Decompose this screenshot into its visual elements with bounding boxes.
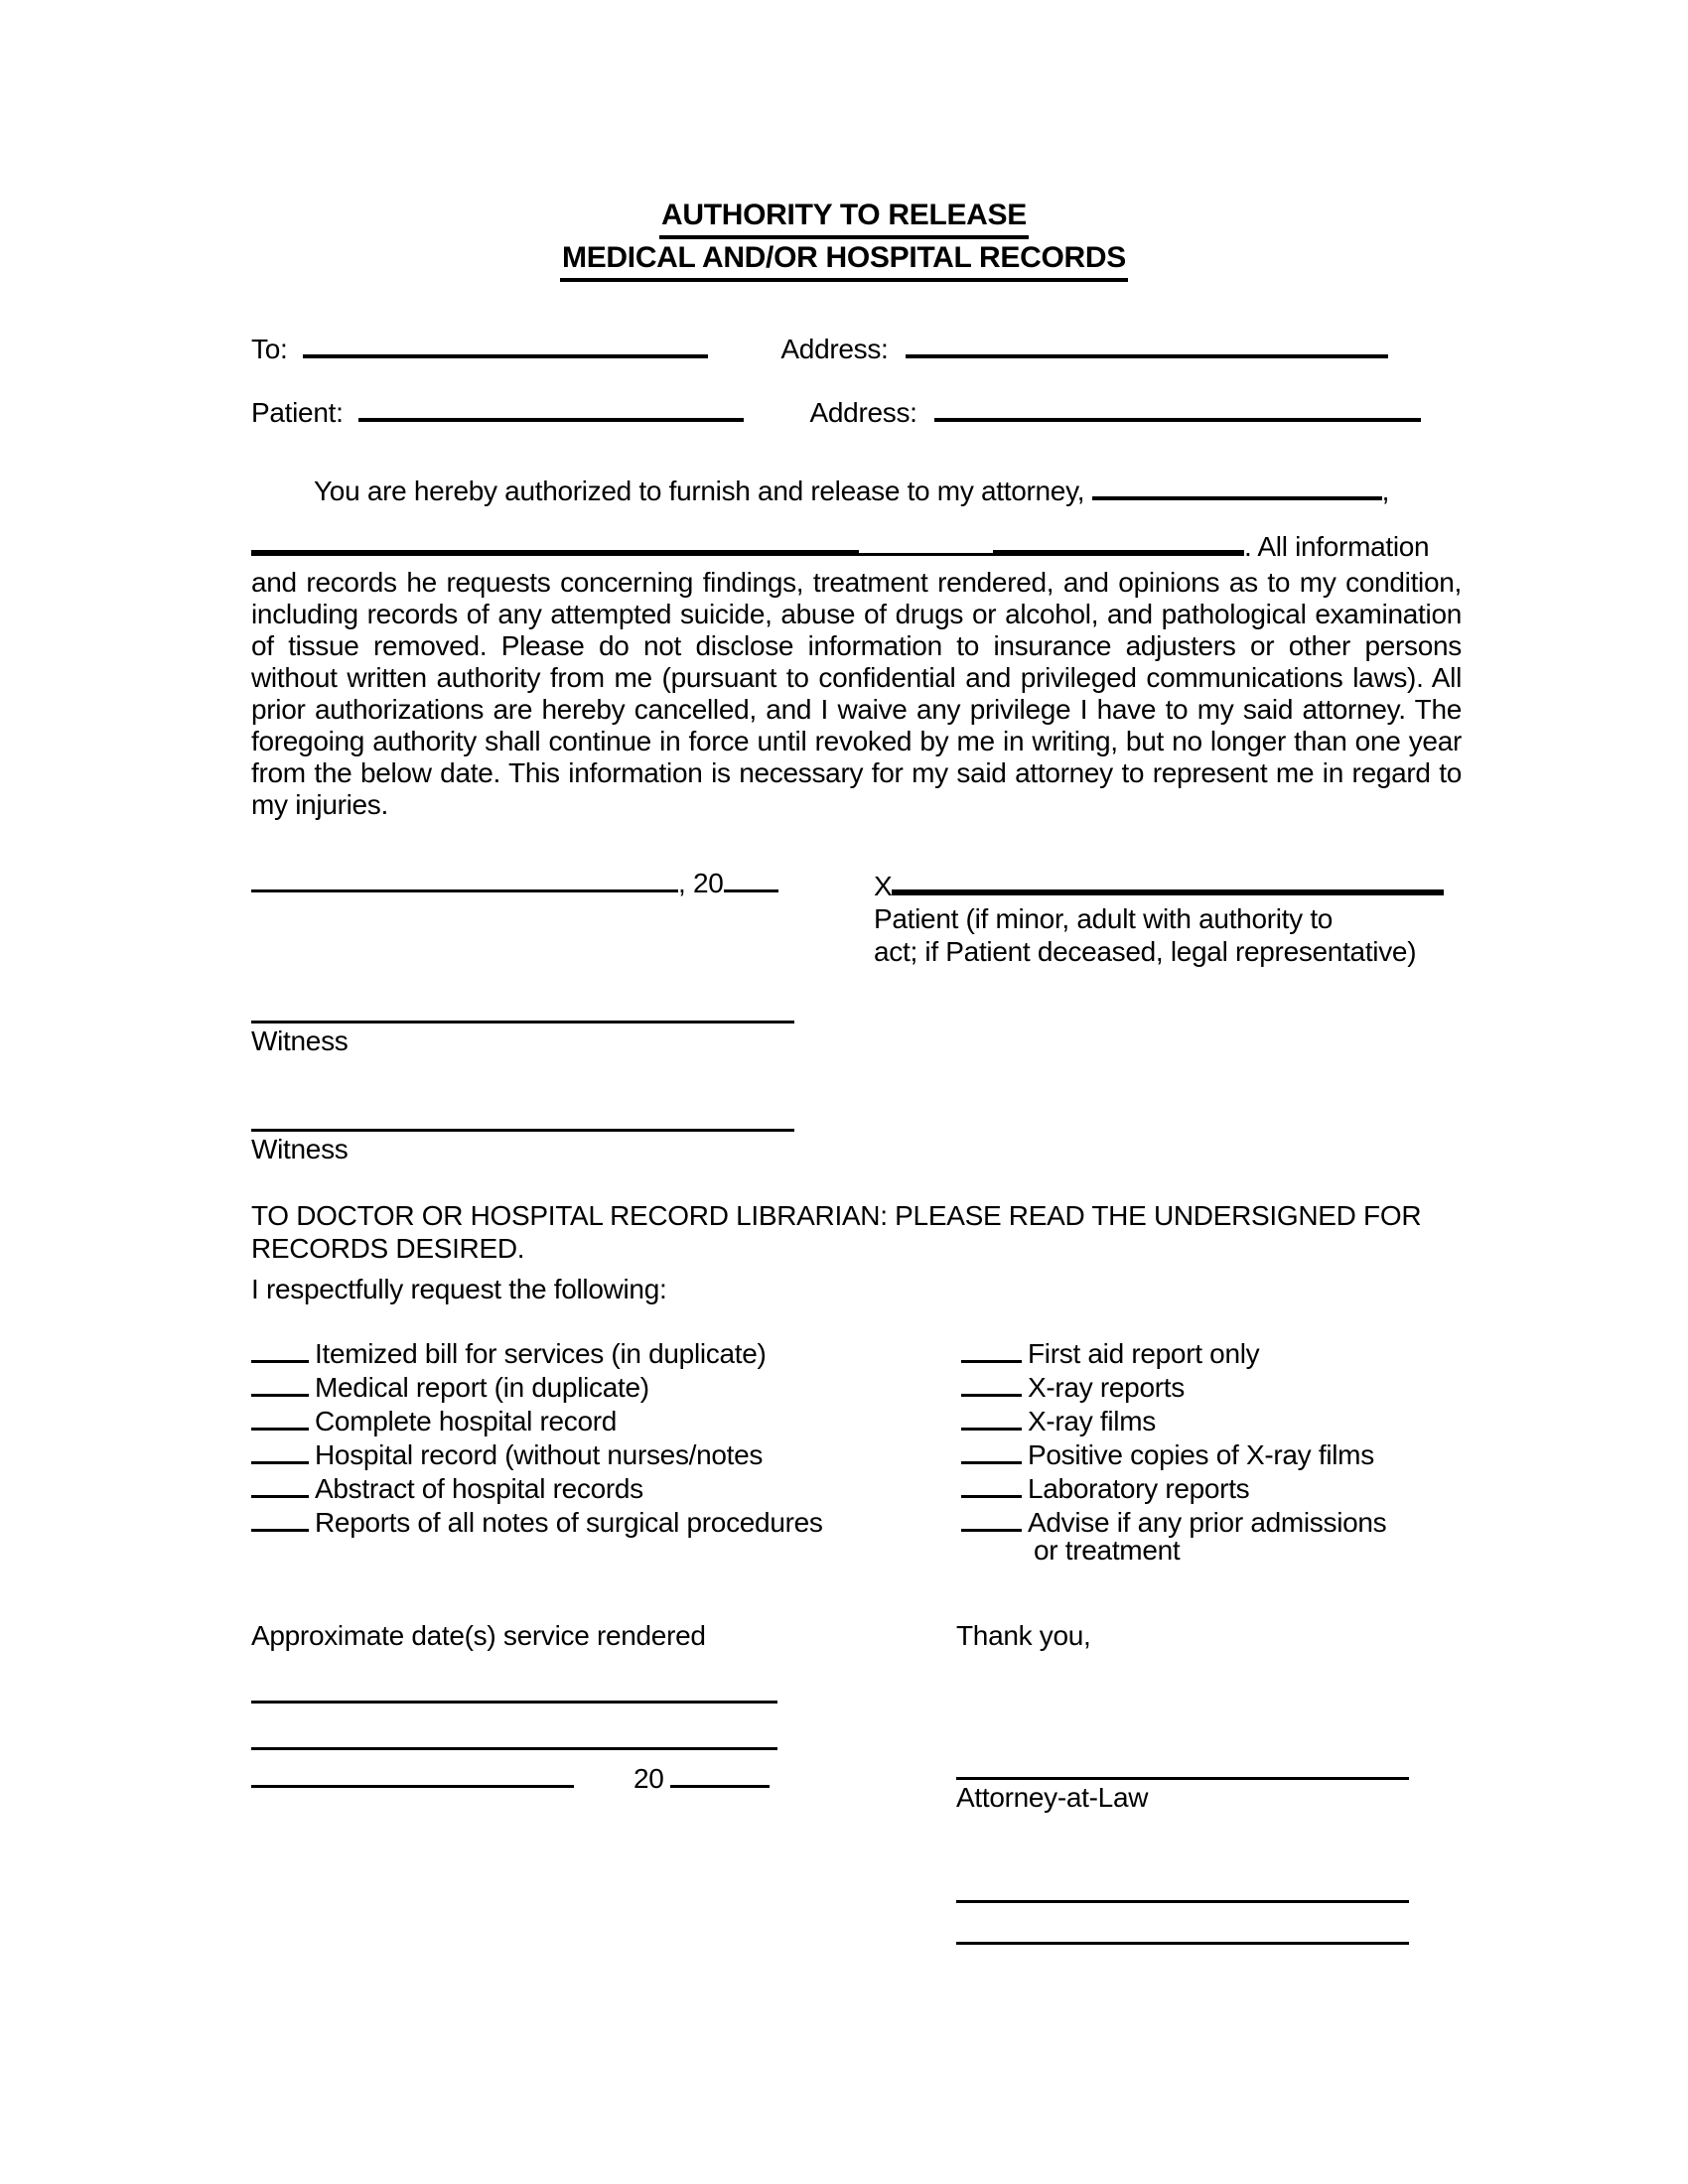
service-date-field-3[interactable]	[251, 1757, 574, 1788]
checkbox-blank-complete-hospital-record[interactable]	[251, 1400, 309, 1431]
patient-row	[251, 390, 1482, 429]
witness-signature-field-1[interactable]	[251, 988, 794, 1024]
witness-signature-field-2[interactable]	[251, 1096, 794, 1132]
librarian-heading-line-1: TO DOCTOR OR HOSPITAL RECORD LIBRARIAN: PLEASE READ THE UNDERSIGNED FOR	[251, 1200, 1422, 1231]
librarian-heading	[251, 1199, 1468, 1265]
year-prefix-label: , 20	[678, 868, 724, 898]
year-suffix-field[interactable]	[724, 862, 778, 892]
x-label: X	[874, 871, 893, 901]
patient-signature-field[interactable]	[892, 862, 1444, 895]
patient-signature-block	[874, 862, 1460, 968]
patient-address-label: Address:	[809, 397, 917, 428]
to-label: To:	[251, 334, 288, 364]
checklist-item	[251, 1332, 823, 1369]
checklist-item	[251, 1433, 823, 1470]
checklist-item-label: X-ray reports	[1028, 1372, 1185, 1403]
thank-you-label: Thank you,	[956, 1620, 1091, 1651]
to-field[interactable]	[303, 327, 708, 358]
checkbox-blank-prior-admissions[interactable]	[961, 1501, 1022, 1532]
checkbox-blank-positive-copies[interactable]	[961, 1433, 1022, 1464]
checklist-item-continuation	[961, 1535, 1386, 1569]
checkbox-blank-medical-report[interactable]	[251, 1366, 309, 1397]
checklist-item	[251, 1501, 823, 1538]
checklist-item-label: Medical report (in duplicate)	[315, 1372, 649, 1403]
attorney-name-field[interactable]	[1092, 469, 1382, 500]
checkbox-blank-abstract[interactable]	[251, 1467, 309, 1498]
checklist-item-label: Hospital record (without nurses/notes	[315, 1439, 764, 1470]
service-year-field[interactable]	[670, 1757, 770, 1788]
service-date-field-2[interactable]	[251, 1747, 777, 1750]
service-date-row-3	[251, 1757, 770, 1795]
checkbox-blank-xray-films[interactable]	[961, 1400, 1022, 1431]
checklist-item	[251, 1366, 823, 1403]
checklist-item	[961, 1467, 1386, 1504]
recipient-address-field[interactable]	[906, 327, 1388, 358]
witness-label-1: Witness	[251, 1025, 349, 1056]
attorney-address-field[interactable]	[251, 531, 1244, 562]
attorney-address-line-2[interactable]	[956, 1942, 1409, 1945]
checklist-item-label: Advise if any prior admissions	[1028, 1507, 1387, 1538]
authorization-lead-text: You are hereby authorized to furnish and release to my attorney,	[314, 476, 1085, 506]
authorization-after-blank-text: . All information	[1244, 531, 1430, 562]
checkbox-blank-laboratory-reports[interactable]	[961, 1467, 1022, 1498]
authorization-paragraph	[251, 469, 1462, 821]
checklist-item	[251, 1467, 823, 1504]
checkbox-blank-itemized-bill[interactable]	[251, 1332, 309, 1363]
patient-field[interactable]	[358, 390, 744, 422]
form-title-line-1: AUTHORITY TO RELEASE	[659, 197, 1029, 239]
request-intro: I respectfully request the following:	[251, 1274, 667, 1304]
date-field[interactable]	[251, 862, 678, 892]
form-title	[0, 197, 1688, 282]
checkbox-blank-xray-reports[interactable]	[961, 1366, 1022, 1397]
comma-after-attorney-field: ,	[1381, 476, 1390, 506]
checklist-item	[961, 1400, 1386, 1436]
signature-caption-line-1: Patient (if minor, adult with authority to	[874, 903, 1334, 934]
checklist-item-label: Positive copies of X-ray films	[1028, 1439, 1374, 1470]
checklist-right-column	[961, 1332, 1386, 1569]
form-title-line-2: MEDICAL AND/OR HOSPITAL RECORDS	[560, 239, 1128, 282]
checklist-item-label: Complete hospital record	[315, 1406, 618, 1436]
attorney-address-line-1[interactable]	[956, 1900, 1409, 1903]
checklist-item-label: or treatment	[1034, 1535, 1181, 1566]
attorney-signature-block	[956, 1744, 1409, 1816]
checklist-item	[251, 1400, 823, 1436]
checklist-item	[961, 1501, 1387, 1538]
checkbox-blank-first-aid[interactable]	[961, 1332, 1022, 1363]
checklist-item-label: First aid report only	[1028, 1338, 1260, 1369]
attorney-signature-field[interactable]	[956, 1744, 1409, 1780]
checklist-item-label: X-ray films	[1028, 1406, 1156, 1436]
service-date-field-1[interactable]	[251, 1701, 777, 1704]
checklist-item-label: Reports of all notes of surgical procedures	[315, 1507, 823, 1538]
witness-label-2: Witness	[251, 1134, 349, 1164]
witness-block-1	[251, 988, 794, 1059]
recipient-address-label: Address:	[780, 334, 889, 364]
checklist-item	[961, 1433, 1386, 1470]
checklist-item-label: Abstract of hospital records	[315, 1473, 643, 1504]
checklist-item	[961, 1332, 1386, 1369]
recipient-row	[251, 327, 1482, 365]
checklist-left-column	[251, 1332, 823, 1538]
approx-dates-label: Approximate date(s) service rendered	[251, 1620, 706, 1651]
checklist-item-label: Laboratory reports	[1028, 1473, 1250, 1504]
year-20-label: 20	[633, 1763, 664, 1794]
witness-block-2	[251, 1096, 794, 1167]
attorney-at-law-label: Attorney-at-Law	[956, 1782, 1149, 1813]
checkbox-blank-surgical-reports[interactable]	[251, 1501, 309, 1532]
patient-label: Patient:	[251, 397, 344, 428]
checklist-item	[961, 1366, 1386, 1403]
checkbox-blank-hospital-record-without-nurses-notes[interactable]	[251, 1433, 309, 1464]
checklist-item-label: Itemized bill for services (in duplicate)	[315, 1338, 767, 1369]
librarian-heading-line-2: RECORDS DESIRED.	[251, 1233, 525, 1264]
authorization-body-text: and records he requests concerning findings, treatment rendered, and opinions as to my condition, including records of any attempted suicide, abuse of drugs or alcohol, and pathological examination of tissue removed. Please do not disclose information to insurance adjusters or other persons without written authority from me (pursuant to confidential and privileged communications laws). All prior authorizations are hereby cancelled, and I waive any privilege I have to my said attorney. The foregoing authority shall continue in force until revoked by me in writing, but no longer than one year from the below date. This information is necessary for my said attorney to represent me in regard to my injuries.	[251, 567, 1462, 820]
date-row	[251, 862, 778, 899]
patient-address-field[interactable]	[934, 390, 1421, 422]
signature-caption-line-2: act; if Patient deceased, legal representative)	[874, 936, 1417, 967]
